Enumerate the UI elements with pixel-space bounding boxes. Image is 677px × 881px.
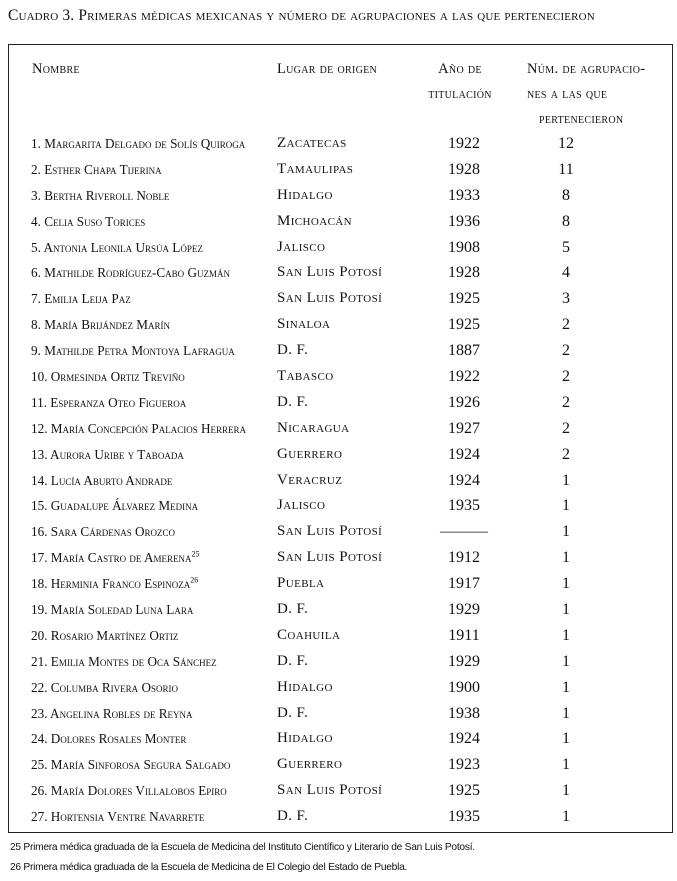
cell-name [31,597,193,623]
cell-count: 2 [562,316,570,334]
table-row [9,545,672,571]
name-text: 23. Angelina Robles de Reyna [31,705,193,721]
name-text: 26. María Dolores Villalobos Epiro [31,783,227,799]
table-row [9,597,672,623]
cell-name [31,726,186,752]
cell-count: 12 [558,135,574,152]
table-row [9,623,672,649]
cell-name [31,804,204,830]
cell-count: 1 [562,575,570,593]
cell-place: Coahuila [277,626,341,643]
cell-place: Tamaulipas [277,160,354,177]
name-text: 12. María Concepción Palacios Herrera [31,420,247,436]
table-row [9,468,672,494]
name-text: 6. Mathilde Rodríguez-Cabo Guzmán [31,265,230,281]
table-row [9,519,672,545]
cell-year: 1911 [448,626,480,644]
table-row [9,390,672,416]
cell-place: D. F. [277,601,309,618]
table-row [9,338,672,364]
table-row [9,312,672,338]
name-text: 11. Esperanza Oteo Figueroa [31,394,187,410]
cell-count: 1 [562,704,570,722]
cell-count: 2 [562,419,570,437]
name-text: 21. Emilia Montes de Oca Sánchez [31,653,217,669]
cell-year: 1938 [448,704,480,722]
name-text: 4. Celia Suso Torices [31,213,146,229]
cell-place: Guerrero [277,445,343,462]
name-text: 1. Margarita Delgado de Solís Quiroga [31,136,246,151]
footnote-25: 25 Primera médica graduada de la Escuela de Medicina del Instituto Científico y Literario de San Luis Potosí. [10,842,475,853]
cell-count: 1 [562,756,570,774]
cell-name [31,519,175,545]
cell-name [31,675,178,701]
cell-year: 1929 [448,601,480,619]
cell-year: 1925 [448,782,480,800]
cell-count: 1 [562,808,570,826]
cell-year: 1912 [448,549,480,567]
cell-year: 1927 [448,419,480,437]
name-text: 9. Mathilde Petra Montoya Lafragua [31,343,235,359]
cell-name [31,649,217,675]
cell-name [31,312,170,338]
footnote-ref: 25 [191,549,200,559]
cell-year: 1924 [448,471,480,489]
header-count-line-1: Núm. de agrupacio- [527,61,646,77]
header-year-line-1: Año de [438,61,482,77]
name-text: 13. Aurora Uribe y Taboada [31,446,184,462]
cell-year: 1908 [448,238,480,256]
cell-name [31,571,198,597]
table-row [9,571,672,597]
name-text: 17. María Castro de Amerena [31,550,192,566]
cell-count: 3 [562,290,570,308]
table-row [9,260,672,286]
cell-year: 1917 [448,575,480,593]
table-row [9,752,672,778]
cell-count: 1 [562,678,570,696]
cell-place: Hidalgo [277,678,333,695]
cell-count: 1 [562,652,570,670]
cell-place: D. F. [277,808,309,825]
cell-name [31,235,203,261]
cell-year: 1887 [448,342,480,360]
cell-count: 1 [562,626,570,644]
cell-place: San Luis Potosí [277,523,383,540]
cell-count: 1 [562,497,570,515]
name-text: 2. Esther Chapa Tijerina [31,161,162,177]
table-row [9,131,672,157]
cell-name [31,390,186,416]
cell-year: 1935 [448,808,480,826]
table-row [9,442,672,468]
name-text: 16. Sara Cárdenas Orozco [31,524,176,540]
cell-name [31,468,172,494]
table-row [9,183,672,209]
cell-place: Puebla [277,575,325,592]
header-count-line-3: pertenecieron [539,111,624,127]
header-year-line-2: titulación [428,86,492,102]
name-text: 3. Bertha Riveroll Noble [31,187,170,203]
cell-year: 1900 [448,678,480,696]
table-row [9,364,672,390]
table-row [9,675,672,701]
cell-place: Tabasco [277,368,334,385]
cell-count: 2 [562,342,570,360]
cell-year: 1922 [448,368,480,386]
header-place: Lugar de origen [277,61,378,77]
cell-name [31,209,145,235]
name-text: 8. María Brijández Marín [31,317,171,333]
cell-name [31,442,184,468]
cell-year: 1929 [448,652,480,670]
name-text: 20. Rosario Martínez Ortiz [31,627,179,643]
name-text: 27. Hortensia Ventre Navarrete [31,809,205,825]
cell-name [31,752,230,778]
cell-place: Hidalgo [277,730,333,747]
cell-place: D. F. [277,393,309,410]
cell-count: 11 [558,160,574,178]
cell-count: 1 [562,471,570,489]
cell-place: Nicaragua [277,419,350,436]
cell-count: 5 [562,238,570,256]
cell-place: San Luis Potosí [277,290,383,307]
name-text: 19. María Soledad Luna Lara [31,602,194,618]
name-text: 5. Antonia Leonila Ursúa López [31,239,203,255]
table-caption: Cuadro 3. Primeras médicas mexicanas y número de agrupaciones a las que pertenecieron [8,7,595,24]
cell-name [31,260,230,286]
cell-year: 1933 [448,186,480,204]
cell-name [31,131,245,157]
table-row [9,701,672,727]
cell-place: Zacatecas [277,135,347,151]
cell-name [31,545,200,571]
cell-name [31,364,185,390]
name-text: 22. Columba Rivera Osorio [31,679,178,695]
cell-place: D. F. [277,652,309,669]
table-row [9,416,672,442]
cell-name [31,416,246,442]
header-year [409,57,511,107]
cell-year: 1936 [448,212,480,230]
footnote-ref: 26 [190,575,199,585]
cell-place: San Luis Potosí [277,549,383,566]
table-row [9,649,672,675]
cell-place: D. F. [277,342,309,359]
name-text: 18. Herminia Franco Espinoza [31,576,191,592]
cell-place: Guerrero [277,756,343,773]
cell-year: 1922 [448,135,480,152]
table-row [9,804,672,830]
cell-count: 1 [562,549,570,567]
table-row [9,209,672,235]
table-row [9,778,672,804]
cell-year: 1926 [448,393,480,411]
name-text: 24. Dolores Rosales Monter [31,731,187,747]
header-count [527,57,673,132]
cell-place: San Luis Potosí [277,782,383,799]
cell-name [31,623,178,649]
cell-place: Jalisco [277,497,326,514]
cell-year: 1928 [448,160,480,178]
cell-year: 1925 [448,316,480,334]
header-name: Nombre [32,61,80,77]
table-row [9,493,672,519]
name-text: 7. Emilia Leija Paz [31,291,131,307]
cell-place: San Luis Potosí [277,264,383,281]
table-row [9,235,672,261]
cell-year: 1935 [448,497,480,515]
header-count-line-2: nes a las que [527,86,608,102]
cell-name [31,338,235,364]
cell-name [31,701,193,727]
cell-year: ——— [440,523,488,541]
cell-name [31,778,227,804]
cell-count: 8 [562,186,570,204]
cell-count: 2 [562,445,570,463]
cell-count: 1 [562,523,570,541]
cell-year: 1928 [448,264,480,282]
cell-count: 8 [562,212,570,230]
cell-year: 1923 [448,756,480,774]
table-row [9,157,672,183]
footnote-26: 26 Primera médica graduada de la Escuela de Medicina de El Colegio del Estado de Puebla. [10,862,408,873]
cell-name [31,157,162,183]
cell-year: 1924 [448,445,480,463]
cell-place: Sinaloa [277,316,331,333]
cell-place: Veracruz [277,471,343,488]
name-text: 15. Guadalupe Álvarez Medina [31,498,199,514]
cell-place: Jalisco [277,238,326,255]
cell-count: 1 [562,601,570,619]
name-text: 10. Ormesinda Ortiz Treviño [31,369,185,385]
cell-name [31,286,131,312]
cell-count: 4 [562,264,570,282]
table-frame [8,44,673,833]
table-body [9,131,672,830]
name-text: 14. Lucía Aburto Andrade [31,472,173,488]
cell-place: Michoacán [277,212,352,229]
cell-year: 1924 [448,730,480,748]
cell-place: D. F. [277,704,309,721]
table-row [9,726,672,752]
cell-name [31,183,169,209]
cell-year: 1925 [448,290,480,308]
cell-count: 1 [562,782,570,800]
cell-name [31,493,198,519]
table-row [9,286,672,312]
cell-place: Hidalgo [277,186,333,203]
cell-count: 1 [562,730,570,748]
name-text: 25. María Sinforosa Segura Salgado [31,757,231,773]
footnotes [10,838,670,878]
cell-count: 2 [562,393,570,411]
cell-count: 2 [562,368,570,386]
